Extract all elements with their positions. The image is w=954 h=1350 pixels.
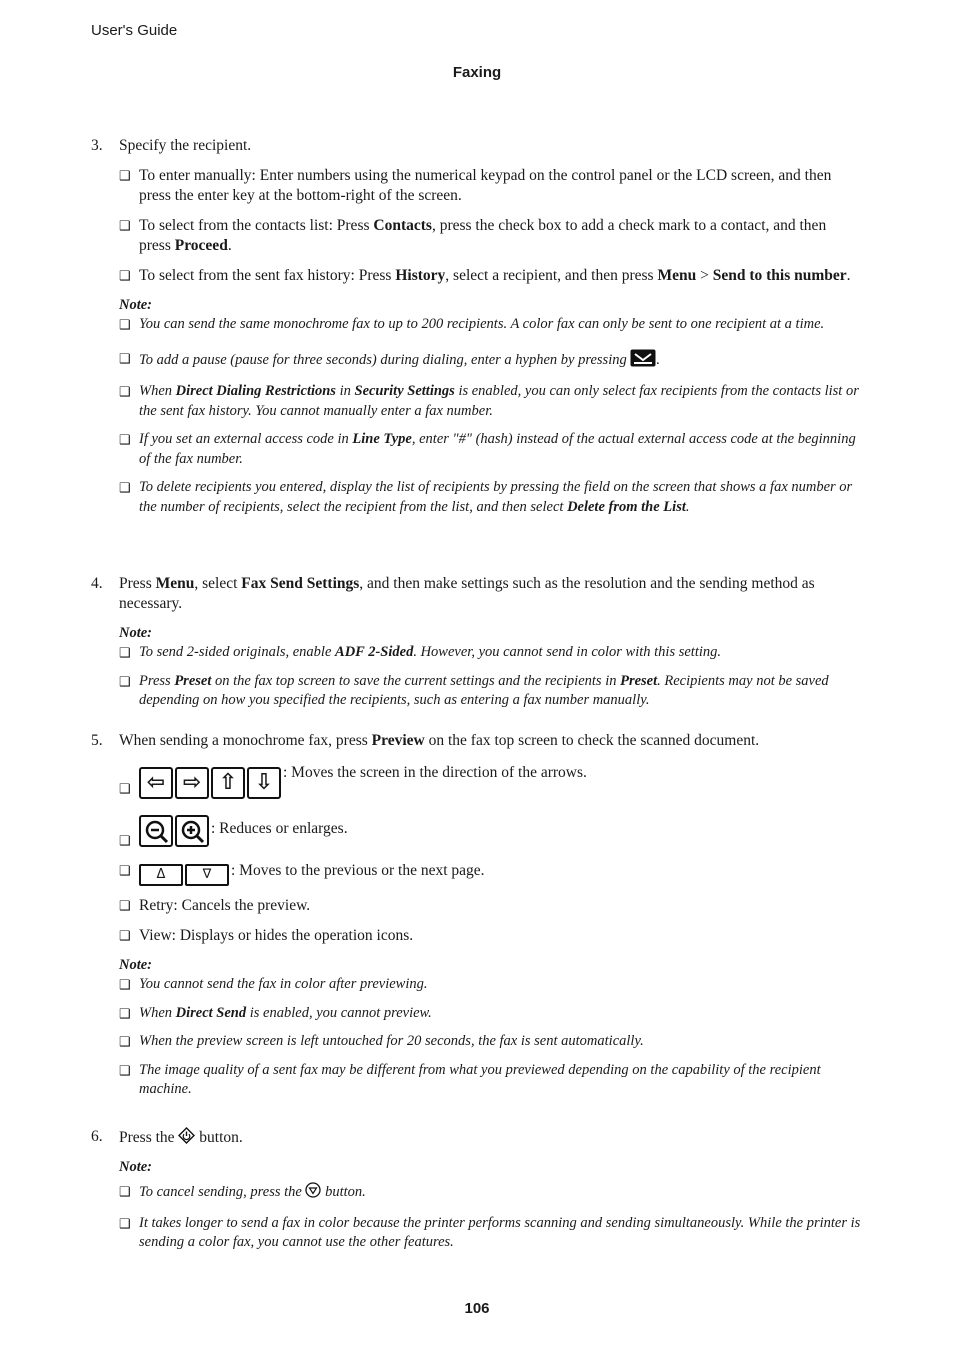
note-item: ❑ It takes longer to send a fax in color because the printer performs scanning and sending simultaneously. While the printer is sending a color fax, you cannot use the other features. (119, 1214, 861, 1250)
page-number: 106 (464, 1300, 490, 1317)
bullet-icon: ❑ (119, 863, 131, 878)
note-item: ❑ If you set an external access code in Line Type, enter "#" (hash) instead of the actual external access code at the beginning of the fax number. (119, 431, 856, 467)
arrow-up-icon: ⇧ (211, 767, 245, 799)
next-page-icon: ∇ (185, 864, 229, 886)
bullet-icon: ❑ (119, 432, 131, 447)
bullet-icon: ❑ (119, 673, 131, 689)
note-label: Note: (119, 625, 153, 641)
bullet-icon: ❑ (119, 1062, 131, 1078)
note-label: Note: (119, 297, 153, 313)
note-item: ❑ When the preview screen is left untouched for 20 seconds, the fax is sent automatically. (119, 1032, 861, 1052)
zoom-in-icon (175, 815, 209, 847)
bullet-icon: ❑ (119, 977, 131, 992)
bullet-icon: ❑ (119, 898, 131, 913)
running-header-guide: User's Guide (91, 22, 178, 39)
step-5-options (119, 763, 861, 1109)
bullet-icon: ❑ (119, 1215, 131, 1231)
bullet-icon: ❑ (119, 218, 131, 233)
start-button-icon (178, 1129, 195, 1146)
stop-button-icon (305, 1184, 321, 1200)
bullet-icon: ❑ (119, 645, 131, 660)
list-item: ❑ ⇦ ⇨ ⇧ ⇩ : Moves the screen in the direction of the arrows. (119, 763, 861, 799)
bullet-icon: ❑ (119, 1005, 131, 1021)
step-text: Press Menu, select Fax Send Settings, and then make settings such as the resolution and the sending method as necessary. (119, 575, 815, 612)
bullet-icon: ❑ (119, 317, 131, 332)
bullet-icon: ❑ (119, 384, 131, 399)
note-label: Note: (119, 957, 153, 973)
note-item: ❑ You cannot send the fax in color after previewing. (119, 975, 861, 995)
note-item: ❑ The image quality of a sent fax may be different from what you previewed depending on the capability of the recipient machine. (119, 1061, 821, 1097)
arrow-right-icon: ⇨ (175, 767, 209, 799)
bullet-icon: ❑ (119, 781, 131, 796)
list-item: ❑ Δ ∇ : Moves to the previous or the next page. (119, 861, 861, 886)
note-label: Note: (119, 1159, 153, 1175)
note-item: ❑ To delete recipients you entered, display the list of recipients by pressing the field on the screen that shows a fax number or the number of recipients, select the recipient from the list, and then select Delete from the List. (119, 479, 853, 515)
bullet-icon: ❑ (119, 268, 131, 283)
step-6-notes (119, 1158, 861, 1262)
note-item: ❑ To send 2-sided originals, enable ADF 2-Sided. However, you cannot send in color with this setting. (119, 643, 861, 663)
step-text: Press the button. (119, 1129, 243, 1146)
bullet-icon: ❑ (119, 480, 131, 495)
note-item: ❑ When Direct Dialing Restrictions in Security Settings is enabled, you can only select fax recipients from the contacts list or the sent fax history. You cannot manually enter a fax number. (119, 383, 859, 419)
arrow-left-icon: ⇦ (139, 767, 173, 799)
step-number: 6. (91, 1128, 103, 1145)
list-item: ❑ : Reduces or enlarges. (119, 815, 861, 847)
list-item: ❑ To select from the sent fax history: Press History, select a recipient, and then press Menu > Send to this number. (119, 267, 851, 284)
note-item: ❑ To add a pause (pause for three seconds) during dialing, enter a hyphen by pressing . (119, 349, 861, 374)
step-4-notes (119, 624, 861, 720)
list-item: ❑ To enter manually: Enter numbers using the numerical keypad on the control panel or the LCD screen, and then press the enter key at the bottom-right of the screen. (119, 167, 832, 204)
step-number: 3. (91, 137, 103, 154)
step-text: Specify the recipient. (119, 137, 252, 154)
step-number: 5. (91, 732, 103, 749)
bullet-icon: ❑ (119, 833, 131, 848)
step-3-options (119, 166, 861, 526)
note-item: ❑ Press Preset on the fax top screen to save the current settings and the recipients in Preset. Recipients may not be saved depending on how you specified the recipients, such as entering a fax number manually. (119, 672, 829, 708)
bullet-icon: ❑ (119, 1184, 131, 1199)
pause-key-icon (630, 349, 656, 374)
step-text: When sending a monochrome fax, press Preview on the fax top screen to check the scanned document. (119, 732, 760, 749)
previous-page-icon: Δ (139, 864, 183, 886)
list-item: ❑ View: Displays or hides the operation icons. (119, 927, 414, 944)
zoom-out-icon (139, 815, 173, 847)
list-item: ❑ Retry: Cancels the preview. (119, 897, 311, 914)
list-item: ❑ To select from the contacts list: Press Contacts, press the check box to add a check mark to a contact, and then press Proceed. (119, 217, 827, 254)
arrow-down-icon: ⇩ (247, 767, 281, 799)
bullet-icon: ❑ (119, 1034, 131, 1049)
bullet-icon: ❑ (119, 168, 131, 183)
note-item: ❑ To cancel sending, press the button. (119, 1184, 366, 1200)
bullet-icon: ❑ (119, 928, 131, 943)
running-header-section: Faxing (452, 64, 502, 81)
bullet-icon: ❑ (119, 350, 131, 366)
step-number: 4. (91, 575, 103, 592)
note-item: ❑ When Direct Send is enabled, you cannot preview. (119, 1004, 861, 1024)
note-item: ❑ You can send the same monochrome fax to up to 200 recipients. A color fax can only be sent to one recipient at a time. (119, 315, 861, 335)
